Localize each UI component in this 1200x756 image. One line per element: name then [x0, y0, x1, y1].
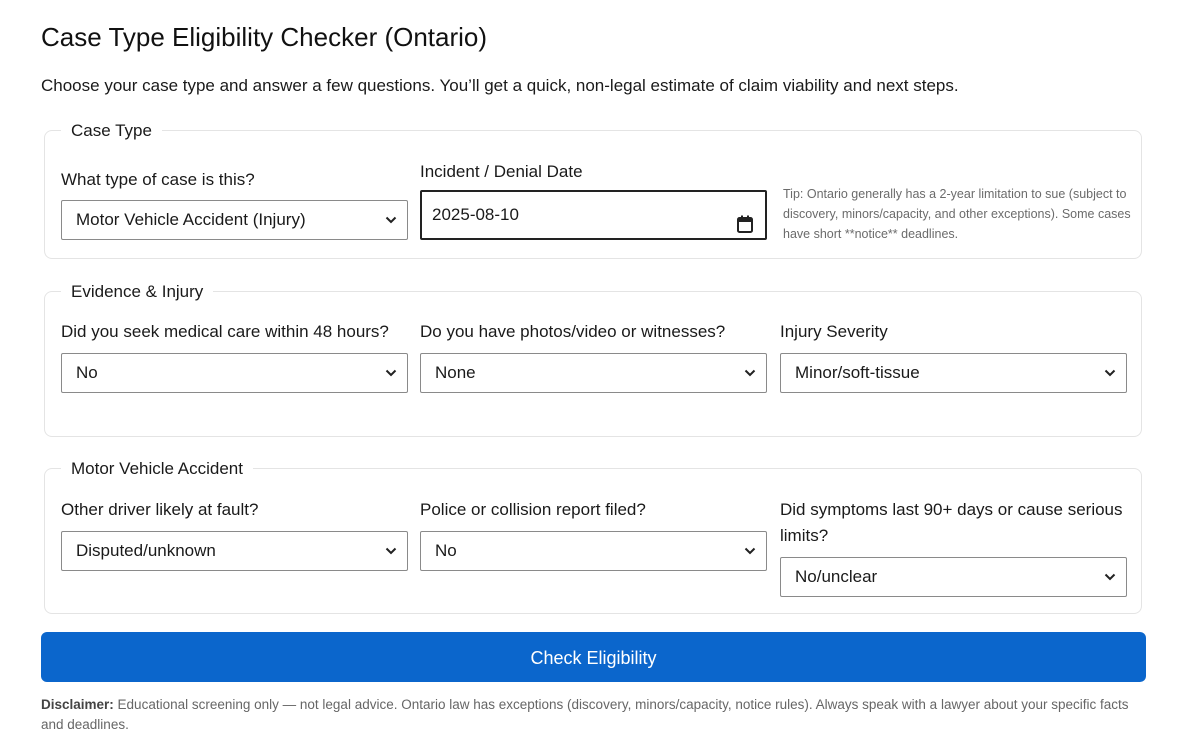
police-report-field	[420, 497, 767, 571]
photos-witnesses-label: Do you have photos/video or witnesses?	[420, 322, 726, 341]
medical-care-field	[61, 319, 408, 393]
medical-care-value: No	[76, 363, 98, 382]
photos-witnesses-select[interactable]	[420, 353, 767, 393]
incident-date-label: Incident / Denial Date	[420, 162, 583, 181]
driver-fault-select[interactable]	[61, 531, 408, 571]
injury-severity-value: Minor/soft-tissue	[795, 363, 920, 382]
calendar-icon[interactable]	[737, 205, 753, 251]
incident-date-input[interactable]	[420, 190, 767, 240]
photos-witnesses-field	[420, 319, 767, 393]
evidence-injury-fieldset	[44, 282, 1142, 437]
chevron-down-icon	[385, 201, 397, 239]
incident-date-field	[420, 159, 767, 240]
photos-witnesses-value: None	[435, 363, 476, 382]
police-report-value: No	[435, 541, 457, 560]
incident-date-value: 2025-08-10	[432, 205, 519, 224]
disclaimer-text: Educational screening only — not legal advice. Ontario law has exceptions (discovery, minors/capacity, notice rules). Always speak with a lawyer about your specific facts and deadlines.	[41, 697, 1129, 732]
symptoms-duration-select[interactable]	[780, 557, 1127, 597]
chevron-down-icon	[744, 354, 756, 392]
page-title: Case Type Eligibility Checker (Ontario)	[41, 22, 488, 52]
medical-care-label: Did you seek medical care within 48 hours?	[61, 322, 389, 341]
driver-fault-field	[61, 497, 408, 571]
mva-legend: Motor Vehicle Accident	[61, 458, 253, 480]
check-eligibility-button[interactable]: Check Eligibility	[41, 632, 1146, 682]
case-type-field	[61, 167, 408, 240]
medical-care-select[interactable]	[61, 353, 408, 393]
police-report-label: Police or collision report filed?	[420, 500, 646, 519]
case-type-select[interactable]	[61, 200, 408, 240]
chevron-down-icon	[385, 532, 397, 570]
disclaimer	[41, 695, 1146, 735]
chevron-down-icon	[1104, 558, 1116, 596]
case-type-fieldset	[44, 121, 1142, 259]
symptoms-duration-field	[780, 497, 1127, 597]
driver-fault-label: Other driver likely at fault?	[61, 500, 259, 519]
case-type-value: Motor Vehicle Accident (Injury)	[76, 210, 306, 229]
evidence-injury-legend: Evidence & Injury	[61, 281, 213, 303]
symptoms-duration-label: Did symptoms last 90+ days or cause serious limits?	[780, 500, 1123, 545]
mva-fieldset	[44, 459, 1142, 614]
chevron-down-icon	[1104, 354, 1116, 392]
chevron-down-icon	[385, 354, 397, 392]
page-intro: Choose your case type and answer a few questions. You’ll get a quick, non-legal estimate of claim viability and next steps.	[41, 76, 959, 95]
symptoms-duration-value: No/unclear	[795, 567, 878, 586]
injury-severity-label: Injury Severity	[780, 322, 888, 341]
chevron-down-icon	[744, 532, 756, 570]
disclaimer-label: Disclaimer:	[41, 697, 114, 712]
injury-severity-field	[780, 319, 1127, 393]
driver-fault-value: Disputed/unknown	[76, 541, 216, 560]
limitation-tip: Tip: Ontario generally has a 2-year limitation to sue (subject to discovery, minors/capacity, and other exceptions). Some cases have short **notice** deadlines.	[783, 187, 1131, 241]
police-report-select[interactable]	[420, 531, 767, 571]
injury-severity-select[interactable]	[780, 353, 1127, 393]
case-type-legend: Case Type	[61, 120, 162, 142]
case-type-label: What type of case is this?	[61, 170, 255, 189]
